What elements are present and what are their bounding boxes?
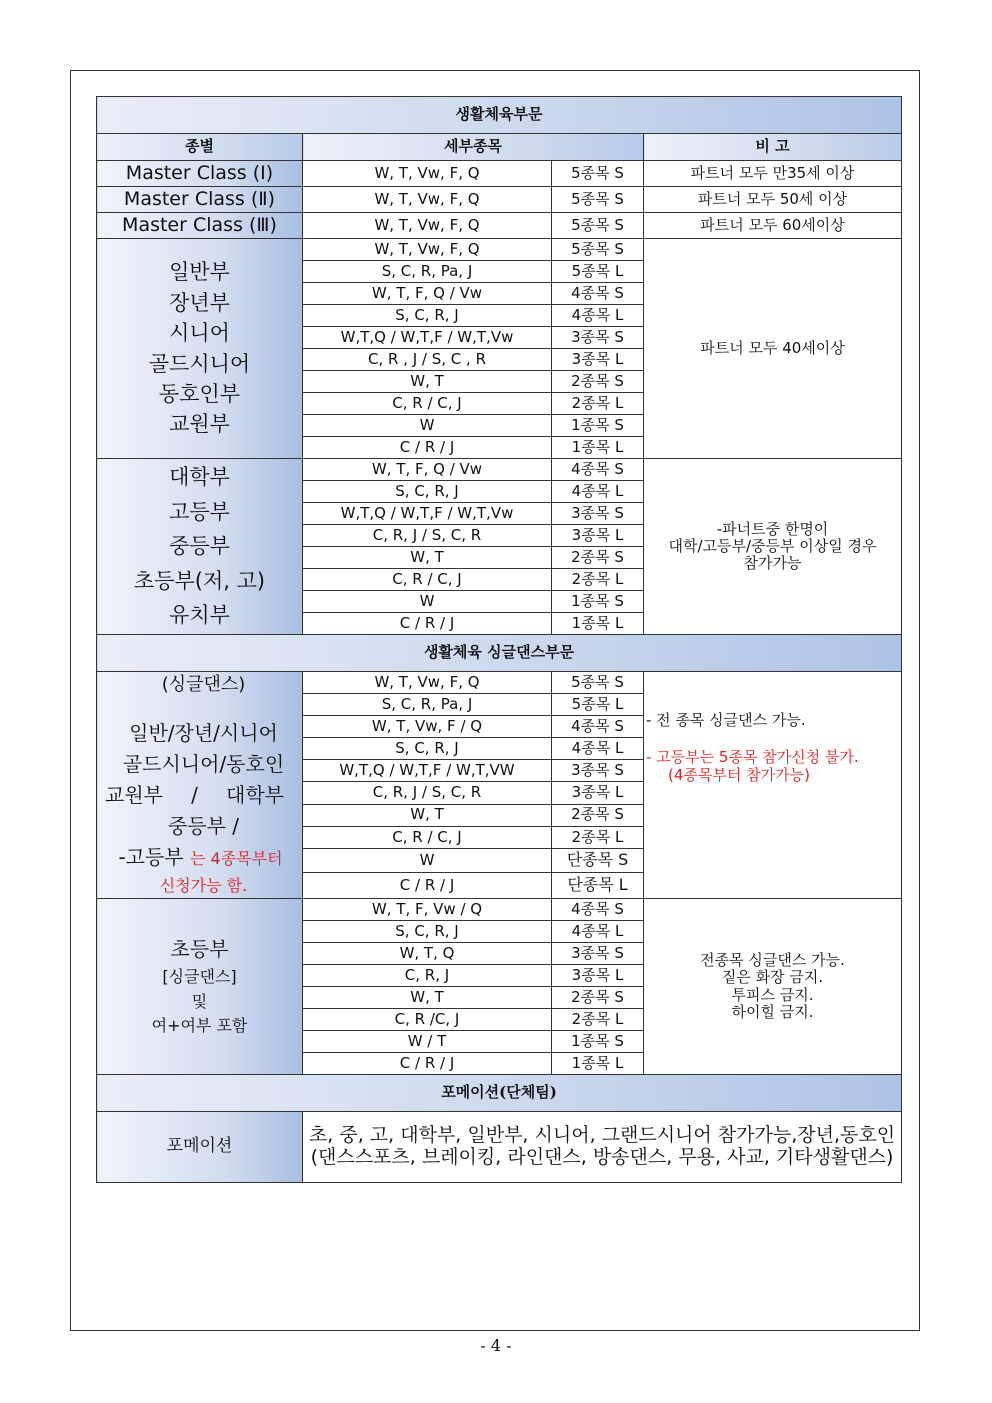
event-count: 1종목 L: [552, 437, 644, 459]
event-list: W, T: [303, 987, 552, 1009]
event-count: 3종목 S: [552, 503, 644, 525]
table-row: [97, 213, 902, 239]
event-list: W, T, F, Vw / Q: [303, 899, 552, 921]
event-count: 2종목 L: [552, 569, 644, 591]
event-count: 4종목 S: [552, 899, 644, 921]
category-line: 교원부: [169, 412, 230, 437]
event-count: 4종목 S: [552, 459, 644, 481]
event-list: S, C, R, J: [303, 738, 552, 760]
remark-school: [644, 459, 902, 635]
event-list: W, T, Vw, F, Q: [303, 213, 552, 239]
category-single: [97, 672, 303, 899]
event-count: 3종목 L: [552, 349, 644, 371]
event-list: C / R / J: [303, 1053, 552, 1075]
event-count: 5종목 L: [552, 694, 644, 716]
event-list: W / T: [303, 1031, 552, 1053]
event-list: C, R, J / S, C, R: [303, 782, 552, 804]
event-count: 2종목 S: [552, 804, 644, 826]
event-list: W, T, F, Q / Vw: [303, 283, 552, 305]
remark-line: 전종목 싱글댄스 가능.: [700, 951, 845, 969]
remark-line: - 전 종목 싱글댄스 가능.: [646, 711, 806, 729]
event-count: 2종목 L: [552, 393, 644, 415]
header-remark: 비 고: [644, 134, 902, 161]
event-list: S, C, R, Pa, J: [303, 694, 552, 716]
category-line: 유치부: [169, 603, 230, 628]
remark-single: [644, 672, 902, 899]
event-count: 1종목 S: [552, 1031, 644, 1053]
event-list: W,T,Q / W,T,F / W,T,Vw: [303, 327, 552, 349]
remark-line: 짙은 화장 금지.: [721, 968, 824, 987]
event-count: 4종목 S: [552, 283, 644, 305]
event-list: S, C, R, J: [303, 305, 552, 327]
event-list: C / R / J: [303, 872, 552, 898]
event-list: C / R / J: [303, 437, 552, 459]
remark: 파트너 모두 만35세 이상: [644, 161, 902, 187]
table-row: [97, 459, 902, 481]
category-line: (싱글댄스): [161, 674, 246, 695]
remark-line: 투피스 금지.: [731, 985, 814, 1004]
category-line: 장년부: [169, 290, 230, 315]
event-list: W, T, Vw, F, Q: [303, 187, 552, 213]
remark-line: (4종목부터 참가가능): [668, 765, 810, 784]
category-line: 골드시니어: [148, 351, 251, 376]
event-list: W, T, Vw, F, Q: [303, 239, 552, 261]
event-count: 3종목 L: [552, 525, 644, 547]
category-elementary: [97, 899, 303, 1075]
event-list: W: [303, 415, 552, 437]
category-line: 고등부: [169, 499, 230, 524]
remark-line: 대학/고등부/중등부 이상일 경우: [668, 536, 877, 555]
formation-description: [303, 1112, 902, 1183]
category-line: 일반/장년/시니어: [129, 721, 278, 745]
category-line: 초등부: [170, 936, 229, 961]
category-line: 교원부 / 대학부: [105, 783, 284, 807]
header-category: 종별: [97, 134, 303, 161]
remark-elementary: [644, 899, 902, 1075]
master-class-name: Master Class (Ⅱ): [97, 187, 303, 213]
event-list: W, T, Vw, F, Q: [303, 672, 552, 694]
event-count: 3종목 S: [552, 327, 644, 349]
section-title-single: 생활체육 싱글댄스부문: [97, 635, 902, 672]
event-count: 2종목 S: [552, 547, 644, 569]
event-list: C, R , J / S, C , R: [303, 349, 552, 371]
page-number: - 4 -: [480, 1336, 512, 1355]
event-count: 4종목 L: [552, 481, 644, 503]
event-list: C, R / C, J: [303, 569, 552, 591]
event-list: W, T: [303, 547, 552, 569]
category-line: 여+여부 포함: [151, 1016, 248, 1036]
category-line: -고등부 는 4종목부터: [118, 845, 283, 869]
category-line: 동호인부: [158, 381, 241, 406]
event-count: 4종목 L: [552, 738, 644, 760]
remark-line: - 고등부는 5종목 참가신청 불가.: [646, 748, 859, 767]
section-title-formation: 포메이션(단체팀): [97, 1075, 902, 1112]
event-count: 2종목 S: [552, 987, 644, 1009]
category-general: [97, 239, 303, 459]
event-count: 5종목 S: [552, 187, 644, 213]
event-count: 2종목 L: [552, 1009, 644, 1031]
remark: 파트너 모두 60세이상: [644, 213, 902, 239]
event-count: 3종목 S: [552, 760, 644, 782]
section-title-life: 생활체육부문: [97, 97, 902, 134]
event-count: 2종목 S: [552, 371, 644, 393]
competition-table: [96, 96, 902, 1183]
event-count: 3종목 L: [552, 782, 644, 804]
table-row: [97, 187, 902, 213]
formation-line: (댄스스포츠, 브레이킹, 라인댄스, 방송댄스, 무용, 사교, 기타생활댄스): [310, 1146, 894, 1168]
category-school: [97, 459, 303, 635]
event-list: C, R /C, J: [303, 1009, 552, 1031]
event-count: 4종목 S: [552, 716, 644, 738]
category-line: 중등부: [169, 534, 230, 559]
event-list: W, T: [303, 371, 552, 393]
event-count: 5종목 S: [552, 672, 644, 694]
table-row: [97, 672, 902, 694]
table-row: [97, 899, 902, 921]
event-list: S, C, R, Pa, J: [303, 261, 552, 283]
table-row: [97, 239, 902, 261]
event-list: S, C, R, J: [303, 481, 552, 503]
event-list: W,T,Q / W,T,F / W,T,VW: [303, 760, 552, 782]
remark: 파트너 모두 50세 이상: [644, 187, 902, 213]
header-events: 세부종목: [303, 134, 644, 161]
event-list: S, C, R, J: [303, 921, 552, 943]
event-list: W, T, Vw, F, Q: [303, 161, 552, 187]
event-list: C, R, J: [303, 965, 552, 987]
category-line: 일반부: [169, 260, 230, 285]
category-line: [싱글댄스]: [162, 966, 237, 986]
event-list: W, T, Q: [303, 943, 552, 965]
event-list: W: [303, 591, 552, 613]
event-count: 1종목 S: [552, 415, 644, 437]
category-line: 및: [191, 991, 208, 1011]
event-list: C / R / J: [303, 613, 552, 635]
event-list: W, T, Vw, F / Q: [303, 716, 552, 738]
event-count: 3종목 L: [552, 965, 644, 987]
category-line: 대학부: [169, 464, 230, 489]
category-line: 중등부 /: [167, 814, 240, 838]
event-count: 1종목 S: [552, 591, 644, 613]
category-line: 초등부(저, 고): [133, 568, 266, 593]
formation-label: 포메이션: [97, 1112, 303, 1183]
event-count: 1종목 L: [552, 1053, 644, 1075]
event-list: W, T: [303, 804, 552, 826]
remark-general: 파트너 모두 40세이상: [644, 239, 902, 459]
remark-line: -파너트중 한명이: [716, 519, 829, 538]
event-count: 5종목 S: [552, 213, 644, 239]
category-line: 골드시니어/동호인: [122, 752, 285, 776]
event-list: C, R, J / S, C, R: [303, 525, 552, 547]
event-count: 2종목 L: [552, 826, 644, 848]
event-list: C, R / C, J: [303, 826, 552, 848]
event-count: 5종목 S: [552, 161, 644, 187]
event-count: 3종목 S: [552, 943, 644, 965]
event-count: 5종목 L: [552, 261, 644, 283]
category-line: 시니어: [169, 321, 230, 346]
event-count: 5종목 S: [552, 239, 644, 261]
remark-line: 하이힐 금지.: [731, 1002, 814, 1021]
master-class-name: Master Class (Ⅰ): [97, 161, 303, 187]
event-list: W: [303, 848, 552, 872]
event-count: 단종목 S: [552, 848, 644, 872]
event-list: W, T, F, Q / Vw: [303, 459, 552, 481]
event-list: C, R / C, J: [303, 393, 552, 415]
event-count: 단종목 L: [552, 872, 644, 898]
table-row: [97, 1112, 902, 1183]
event-count: 4종목 L: [552, 305, 644, 327]
formation-line: 초, 중, 고, 대학부, 일반부, 시니어, 그랜드시니어 참가가능,장년,동호인: [308, 1124, 896, 1147]
event-list: W,T,Q / W,T,F / W,T,Vw: [303, 503, 552, 525]
remark-line: 참가가능: [743, 554, 802, 573]
event-count: 1종목 L: [552, 613, 644, 635]
event-count: 4종목 L: [552, 921, 644, 943]
master-class-name: Master Class (Ⅲ): [97, 213, 303, 239]
category-line: 신청가능 함.: [159, 876, 248, 895]
table-row: [97, 161, 902, 187]
